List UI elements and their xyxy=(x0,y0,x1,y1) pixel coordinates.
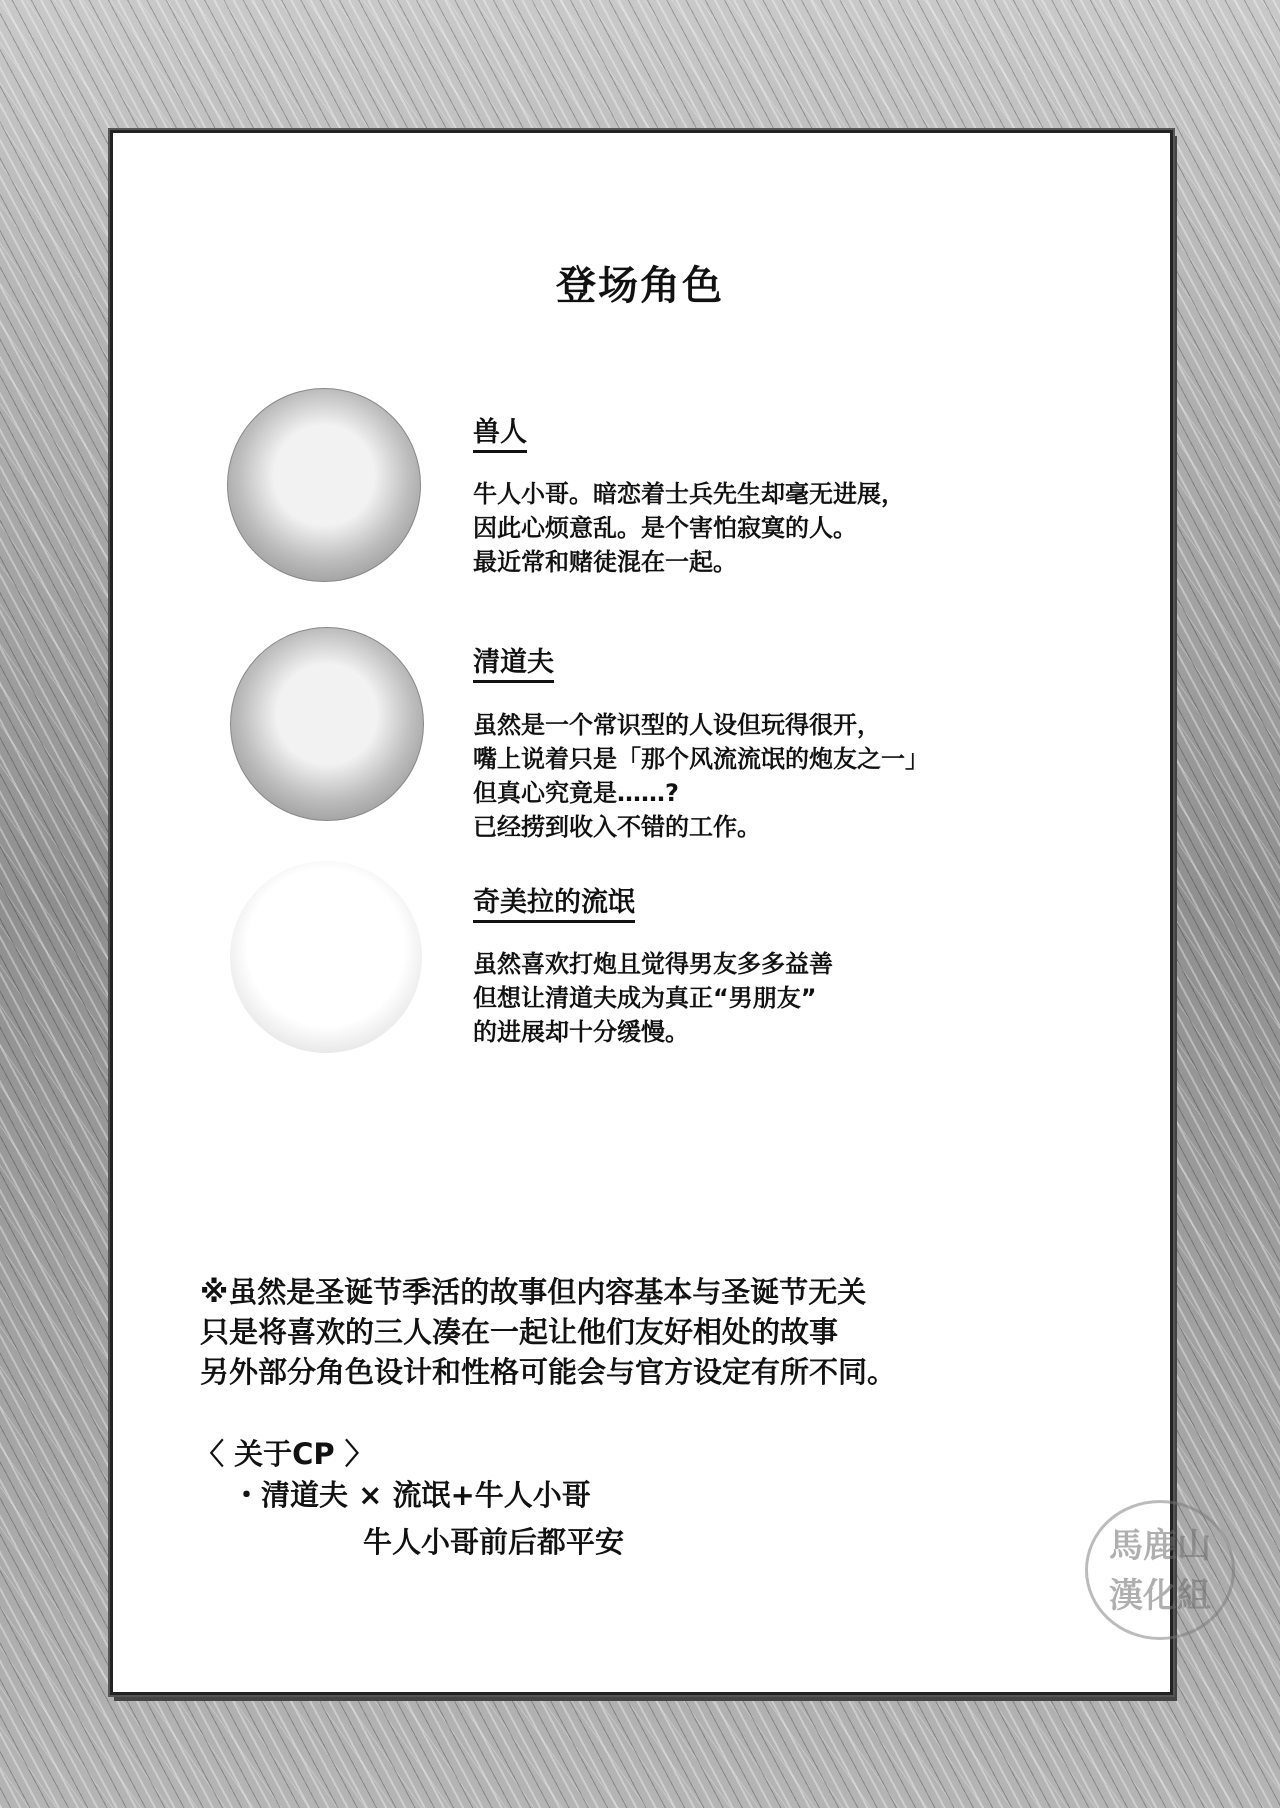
description-line: 虽然是一个常识型的人设但玩得很开， xyxy=(473,711,881,739)
character-name: 清道夫 xyxy=(473,646,554,683)
cp-heading: 〈 关于CP 〉 xyxy=(195,1437,374,1471)
note-line: 另外部分角色设计和性格可能会与官方设定有所不同。 xyxy=(200,1355,897,1389)
description-line: 的进展却十分缓慢。 xyxy=(473,1018,689,1046)
description-line: 虽然喜欢打炮且觉得男友多多益善 xyxy=(473,950,833,978)
cp-pairing: ・清道夫 × 流氓+牛人小哥 xyxy=(232,1478,591,1512)
watermark-text: 馬鹿山 xyxy=(1109,1526,1211,1566)
character-description xyxy=(473,708,929,844)
character-name: 奇美拉的流氓 xyxy=(473,886,635,923)
note-line: ※虽然是圣诞节季活的故事但内容基本与圣诞节无关 xyxy=(200,1275,867,1309)
character-name: 兽人 xyxy=(473,416,527,453)
portrait-scavenger xyxy=(230,627,424,821)
portrait-chimera-rogue xyxy=(230,861,422,1053)
watermark-seal xyxy=(1085,1500,1235,1640)
note-paragraph xyxy=(200,1272,896,1392)
description-line: 牛人小哥。暗恋着士兵先生却毫无进展， xyxy=(473,480,905,508)
page-title: 登场角色 xyxy=(556,263,724,309)
description-line: 但真心究竟是……? xyxy=(473,779,679,807)
character-description xyxy=(473,477,905,579)
character-description xyxy=(473,947,833,1049)
note-line: 只是将喜欢的三人凑在一起让他们友好相处的故事 xyxy=(200,1315,839,1349)
description-line: 嘴上说着只是「那个风流流氓的炮友之一」 xyxy=(473,745,929,773)
cp-detail: 牛人小哥前后都平安 xyxy=(363,1525,625,1559)
portrait-beastman xyxy=(227,388,421,582)
description-line: 最近常和赌徒混在一起。 xyxy=(473,548,737,576)
watermark-text: 漢化組 xyxy=(1109,1576,1211,1616)
description-line: 已经捞到收入不错的工作。 xyxy=(473,813,761,841)
description-line: 但想让清道夫成为真正“男朋友” xyxy=(473,984,817,1012)
description-line: 因此心烦意乱。是个害怕寂寞的人。 xyxy=(473,514,857,542)
